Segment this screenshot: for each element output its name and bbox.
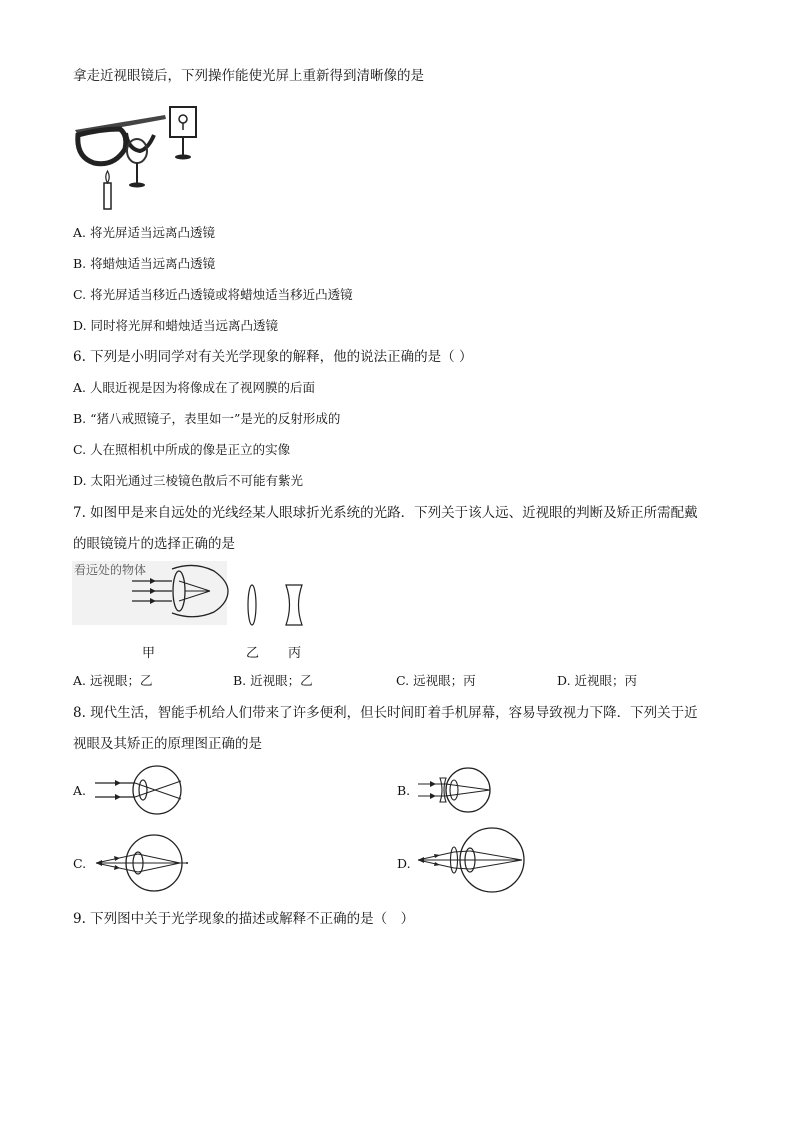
q8-option-d-diagram — [414, 825, 526, 895]
q6-option-b: B. “猪八戒照镜子，表里如一”是光的反射形成的 — [73, 411, 341, 426]
q5-option-d: D. 同时将光屏和蜡烛适当远离凸透镜 — [73, 318, 279, 333]
q8-option-c-letter: C. — [73, 856, 87, 871]
q8-option-b-letter: B. — [397, 783, 411, 798]
q7-figure-caption: 看远处的物体 — [74, 563, 147, 577]
q5-stem: 拿走近视眼镜后，下列操作能使光屏上重新得到清晰像的是 — [73, 68, 424, 84]
q8-option-a-diagram — [95, 764, 195, 818]
q6-option-a: A. 人眼近视是因为将像成在了视网膜的后面 — [73, 380, 315, 395]
q8-stem-line2: 视眼及其矫正的原理图正确的是 — [73, 736, 262, 752]
glasses-candle-lens-figure — [70, 105, 210, 210]
q6-option-d: D. 太阳光通过三棱镜色散后不可能有紫光 — [73, 473, 304, 488]
q7-option-c: C. 远视眼；丙 — [396, 673, 476, 688]
q7-option-d: D. 近视眼；丙 — [557, 673, 638, 688]
q7-label-yi: 乙 — [246, 646, 260, 661]
q8-option-a-letter: A. — [73, 783, 87, 798]
q6-option-c: C. 人在照相机中所成的像是正立的实像 — [73, 442, 291, 457]
q6-stem: 6. 下列是小明同学对有关光学现象的解释，他的说法正确的是（ ） — [73, 349, 473, 365]
q7-figure — [72, 557, 312, 662]
q7-label-bing: 丙 — [288, 646, 302, 661]
q8-option-c-diagram — [92, 832, 192, 894]
q8-option-d-letter: D. — [397, 856, 411, 871]
q8-stem-line1: 8. 现代生活，智能手机给人们带来了许多便利，但长时间盯着手机屏幕，容易导致视力下降．下列关于近 — [73, 705, 698, 721]
q5-option-b: B. 将蜡烛适当远离凸透镜 — [73, 256, 216, 271]
q5-option-a: A. 将光屏适当远离凸透镜 — [73, 225, 215, 240]
q9-stem: 9. 下列图中关于光学现象的描述或解释不正确的是（ ） — [73, 911, 415, 927]
q5-option-c: C. 将光屏适当移近凸透镜或将蜡烛适当移近凸透镜 — [73, 287, 353, 302]
q8-option-b-diagram — [418, 764, 498, 818]
q7-stem-line2: 的眼镜镜片的选择正确的是 — [73, 536, 235, 552]
q7-stem-line1: 7. 如图甲是来自远处的光线经某人眼球折光系统的光路．下列关于该人远、近视眼的判断及矫正所需配戴 — [73, 505, 698, 521]
q7-label-jia: 甲 — [142, 646, 156, 661]
q7-option-b: B. 近视眼；乙 — [233, 673, 313, 688]
q7-option-a: A. 远视眼；乙 — [73, 673, 153, 688]
